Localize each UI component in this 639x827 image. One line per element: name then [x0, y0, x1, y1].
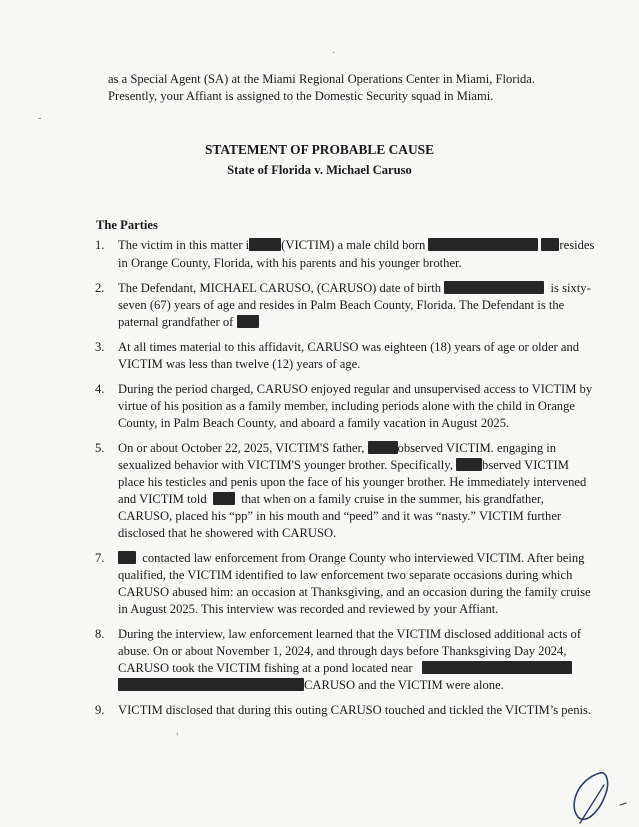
paragraph-number: 3.: [95, 340, 105, 354]
paragraph-7-line-2: qualified, the VICTIM identified to law enforcement two separate occasions during which: [118, 568, 573, 582]
text-segment: resides: [559, 238, 595, 252]
text-segment: CARUSO took the VICTIM fishing at a pond located near: [118, 661, 413, 675]
document-subtitle: State of Florida v. Michael Caruso: [227, 163, 412, 177]
text-segment: and VICTIM told: [118, 492, 207, 506]
paragraph-number: 5.: [95, 441, 105, 455]
paragraph-5-line-1: [118, 441, 556, 456]
redaction-block: [456, 458, 482, 471]
redaction-block: [118, 678, 304, 691]
paragraph-2-line-1: [118, 281, 591, 296]
text-segment: sexualized behavior with VICTIM'S younger brother. Specifically,: [118, 458, 453, 472]
text-segment: The victim in this matter i: [118, 238, 250, 252]
paragraph-8-line-1: During the interview, law enforcement learned that the VICTIM disclosed additional acts of: [118, 627, 582, 641]
text-segment: bserved VICTIM: [482, 458, 569, 472]
text-segment: On or about October 22, 2025, VICTIM'S father,: [118, 441, 365, 455]
paragraph-5-line-5: CARUSO, placed his “pp” in his mouth and “peed” and it was “nasty.” VICTIM further: [118, 509, 562, 523]
intro-line-2: Presently, your Affiant is assigned to the Domestic Security squad in Miami.: [108, 89, 494, 103]
stray-mark: ,: [176, 726, 179, 737]
paragraph-number: 1.: [95, 238, 105, 252]
paragraph-8-line-4: [118, 678, 504, 693]
intro-line-1: as a Special Agent (SA) at the Miami Regional Operations Center in Miami, Florida.: [108, 72, 536, 86]
paragraph-5-line-3: place his testicles and penis upon the face of his younger brother. He immediately intervened: [118, 475, 587, 489]
redaction-block: [237, 315, 259, 328]
document-title: STATEMENT OF PROBABLE CAUSE: [204, 142, 435, 157]
signature-initials-icon: [560, 765, 639, 827]
text-segment: (VICTIM) a male child born: [281, 238, 426, 252]
redaction-block: [428, 238, 538, 251]
paragraph-9-line-1: VICTIM disclosed that during this outing CARUSO touched and tickled the VICTIM’s penis.: [118, 703, 592, 717]
paragraph-1-line-2: in Orange County, Florida, with his parents and his younger brother.: [118, 256, 462, 270]
paragraph-1-line-1: [118, 238, 594, 253]
paragraph-number: 4.: [95, 382, 105, 396]
paragraph-number: 9.: [95, 703, 105, 717]
paragraph-7-line-1: [118, 551, 584, 566]
paragraph-7-line-3: CARUSO abused him: an occasion at Thanksgiving, and an occasion during the family cruise: [118, 585, 591, 599]
paragraph-4-line-2: virtue of his position as a family member, including periods alone with the child in Orange: [118, 399, 575, 413]
redaction-block: [541, 238, 559, 251]
paragraph-number: 8.: [95, 627, 105, 641]
redaction-block: [249, 238, 281, 251]
stray-mark: -: [38, 113, 42, 124]
paragraph-5-line-6: disclosed that he showered with CARUSO.: [118, 526, 337, 540]
section-heading: The Parties: [96, 218, 158, 232]
paragraph-4-line-3: County, in Palm Beach County, and aboard a family vacation in August 2025.: [118, 416, 510, 430]
paragraph-4-line-1: During the period charged, CARUSO enjoyed regular and unsupervised access to VICTIM by: [118, 382, 593, 396]
paragraph-5-line-4: [118, 492, 544, 507]
paragraph-number: 7.: [95, 551, 105, 565]
text-segment: that when on a family cruise in the summer, his grandfather,: [241, 492, 544, 506]
text-segment: observed VICTIM. engaging in: [397, 441, 557, 455]
stray-mark: ·: [332, 48, 336, 59]
text-segment: contacted law enforcement from Orange County who interviewed VICTIM. After being: [142, 551, 585, 565]
text-segment: paternal grandfather of: [118, 315, 234, 329]
text-segment: is sixty-: [550, 281, 591, 295]
paragraph-3-line-2: VICTIM was less than twelve (12) years of age.: [118, 357, 361, 371]
text-segment: CARUSO and the VICTIM were alone.: [304, 678, 504, 692]
redaction-block: [368, 441, 398, 454]
redaction-block: [213, 492, 235, 505]
paragraph-8-line-3: [118, 661, 572, 676]
paragraph-5-line-2: [118, 458, 569, 473]
paragraph-2-line-2: seven (67) years of age and resides in Palm Beach County, Florida. The Defendant is the: [118, 298, 565, 312]
text-segment: The Defendant, MICHAEL CARUSO, (CARUSO) date of birth: [118, 281, 442, 295]
paragraph-7-line-4: in August 2025. This interview was recorded and reviewed by your Affiant.: [118, 602, 499, 616]
redaction-block: [444, 281, 544, 294]
paragraph-number: 2.: [95, 281, 105, 295]
paragraph-8-line-2: abuse. On or about November 1, 2024, and through days before Thanksgiving Day 2024,: [118, 644, 567, 658]
redaction-block: [422, 661, 572, 674]
redaction-block: [118, 551, 136, 564]
paragraph-2-line-3: [118, 315, 259, 330]
paragraph-3-line-1: At all times material to this affidavit, CARUSO was eighteen (18) years of age or older and: [118, 340, 580, 354]
